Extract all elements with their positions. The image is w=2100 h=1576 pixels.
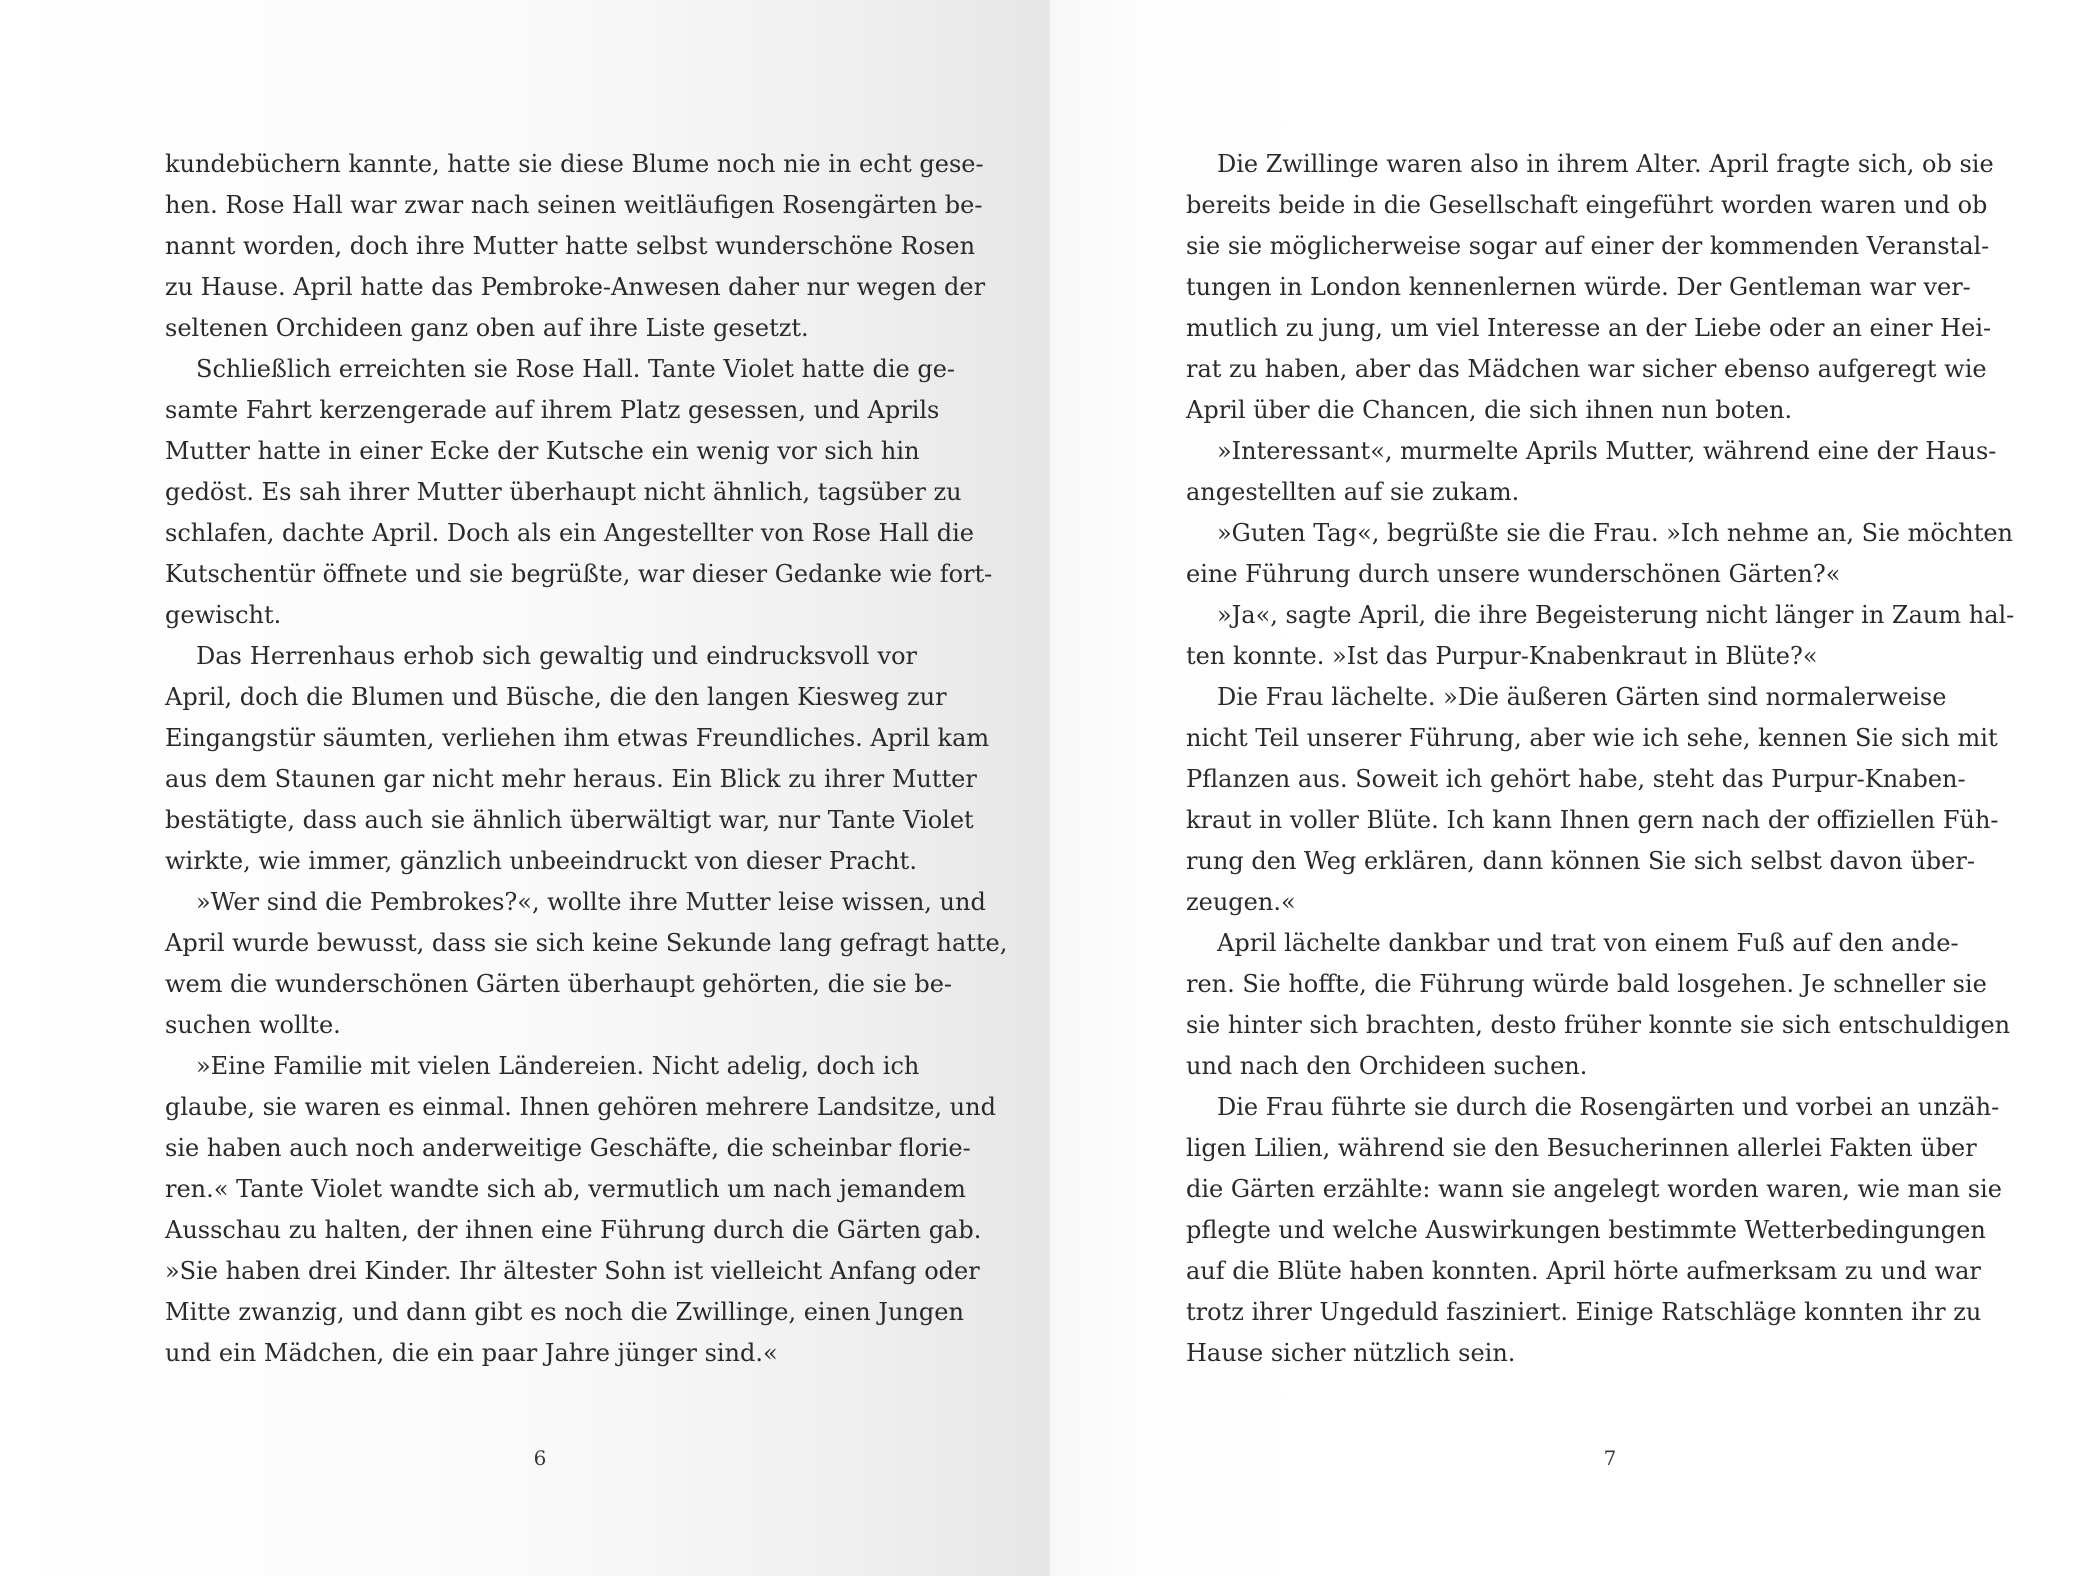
- text-line: kundebüchern kannte, hatte sie diese Blume noch nie in echt gese-: [165, 150, 984, 178]
- text-line: mutlich zu jung, um viel Interesse an der Liebe oder an einer Hei-: [1186, 314, 1992, 342]
- text-line: sie hinter sich brachten, desto früher konnte sie sich entschuldigen: [1186, 1011, 2011, 1039]
- text-line: Kutschentür öffnete und sie begrüßte, war dieser Gedanke wie fort-: [165, 560, 993, 588]
- text-line: »Guten Tag«, begrüßte sie die Frau. »Ich nehme an, Sie möchten: [1217, 519, 2013, 547]
- text-line: Mutter hatte in einer Ecke der Kutsche ein wenig vor sich hin: [165, 437, 920, 465]
- text-line: »Ja«, sagte April, die ihre Begeisterung nicht länger in Zaum hal-: [1217, 601, 2015, 629]
- text-line: Mitte zwanzig, und dann gibt es noch die Zwillinge, einen Jungen: [165, 1298, 964, 1326]
- text-line: bestätigte, dass auch sie ähnlich überwältigt war, nur Tante Violet: [165, 806, 974, 834]
- left-page-text: [165, 144, 1008, 1374]
- text-line: sie haben auch noch anderweitige Geschäfte, die scheinbar florie-: [165, 1134, 971, 1162]
- text-line: zeugen.«: [1186, 888, 1296, 916]
- text-line: April über die Chancen, die sich ihnen nun boten.: [1186, 396, 1793, 424]
- text-line: Hause sicher nützlich sein.: [1186, 1339, 1516, 1367]
- text-line: ten konnte. »Ist das Purpur-Knabenkraut in Blüte?«: [1186, 642, 1818, 670]
- text-line: samte Fahrt kerzengerade auf ihrem Platz gesessen, und Aprils: [165, 396, 940, 424]
- text-line: Die Zwillinge waren also in ihrem Alter. April fragte sich, ob sie: [1217, 150, 1994, 178]
- text-line: »Wer sind die Pembrokes?«, wollte ihre Mutter leise wissen, und: [196, 888, 986, 916]
- text-line: April lächelte dankbar und trat von einem Fuß auf den ande-: [1217, 929, 1959, 957]
- text-line: gewischt.: [165, 601, 282, 629]
- left-page-number: 6: [533, 1446, 547, 1470]
- text-line: Das Herrenhaus erhob sich gewaltig und eindrucksvoll vor: [196, 642, 917, 670]
- text-line: nannt worden, doch ihre Mutter hatte selbst wunderschöne Rosen: [165, 232, 976, 260]
- text-line: ren. Sie hoffte, die Führung würde bald losgehen. Je schneller sie: [1186, 970, 1987, 998]
- text-line: die Gärten erzählte: wann sie angelegt worden waren, wie man sie: [1186, 1175, 2002, 1203]
- text-line: wem die wunderschönen Gärten überhaupt gehörten, die sie be-: [165, 970, 953, 998]
- text-line: suchen wollte.: [165, 1011, 341, 1039]
- text-line: trotz ihrer Ungeduld fasziniert. Einige Ratschläge konnten ihr zu: [1186, 1298, 1982, 1326]
- text-line: »Sie haben drei Kinder. Ihr ältester Sohn ist vielleicht Anfang oder: [165, 1257, 980, 1285]
- text-line: Ausschau zu halten, der ihnen eine Führung durch die Gärten gab.: [165, 1216, 982, 1244]
- text-line: glaube, sie waren es einmal. Ihnen gehören mehrere Landsitze, und: [165, 1093, 996, 1121]
- text-line: Die Frau lächelte. »Die äußeren Gärten sind normalerweise: [1217, 683, 1947, 711]
- text-line: rung den Weg erklären, dann können Sie sich selbst davon über-: [1186, 847, 1975, 875]
- text-line: Pflanzen aus. Soweit ich gehört habe, steht das Purpur-Knaben-: [1186, 765, 1966, 793]
- text-line: sie sie möglicherweise sogar auf einer der kommenden Veranstal-: [1186, 232, 1990, 260]
- text-line: April wurde bewusst, dass sie sich keine Sekunde lang gefragt hatte,: [165, 929, 1008, 957]
- text-line: kraut in voller Blüte. Ich kann Ihnen gern nach der offiziellen Füh-: [1186, 806, 1999, 834]
- text-line: hen. Rose Hall war zwar nach seinen weitläufigen Rosengärten be-: [165, 191, 983, 219]
- text-line: bereits beide in die Gesellschaft eingeführt worden waren und ob: [1186, 191, 1988, 219]
- text-line: seltenen Orchideen ganz oben auf ihre Liste gesetzt.: [165, 314, 809, 342]
- right-page: [1050, 0, 2100, 1576]
- text-line: pflegte und welche Auswirkungen bestimmte Wetterbedingungen: [1186, 1216, 1986, 1244]
- text-line: aus dem Staunen gar nicht mehr heraus. Ein Blick zu ihrer Mutter: [165, 765, 977, 793]
- text-line: und nach den Orchideen suchen.: [1186, 1052, 1588, 1080]
- text-line: tungen in London kennenlernen würde. Der Gentleman war ver-: [1186, 273, 1971, 301]
- text-line: gedöst. Es sah ihrer Mutter überhaupt nicht ähnlich, tagsüber zu: [165, 478, 962, 506]
- text-line: angestellten auf sie zukam.: [1186, 478, 1520, 506]
- text-line: ren.« Tante Violet wandte sich ab, vermutlich um nach jemandem: [165, 1175, 966, 1203]
- text-line: schlafen, dachte April. Doch als ein Angestellter von Rose Hall die: [165, 519, 974, 547]
- text-line: nicht Teil unserer Führung, aber wie ich sehe, kennen Sie sich mit: [1186, 724, 1998, 752]
- text-line: Eingangstür säumten, verliehen ihm etwas Freundliches. April kam: [165, 724, 990, 752]
- text-line: ligen Lilien, während sie den Besucherinnen allerlei Fakten über: [1186, 1134, 1977, 1162]
- text-line: wirkte, wie immer, gänzlich unbeeindruckt von dieser Pracht.: [165, 847, 917, 875]
- text-line: auf die Blüte haben konnten. April hörte aufmerksam zu und war: [1186, 1257, 1981, 1285]
- text-line: Schließlich erreichten sie Rose Hall. Tante Violet hatte die ge-: [196, 355, 956, 383]
- right-page-number: 7: [1603, 1446, 1617, 1470]
- text-line: rat zu haben, aber das Mädchen war sicher ebenso aufgeregt wie: [1186, 355, 1987, 383]
- text-line: Die Frau führte sie durch die Rosengärten und vorbei an unzäh-: [1217, 1093, 2000, 1121]
- right-page-text: [1186, 144, 2015, 1374]
- text-line: zu Hause. April hatte das Pembroke-Anwesen daher nur wegen der: [165, 273, 986, 301]
- text-line: und ein Mädchen, die ein paar Jahre jünger sind.«: [165, 1339, 778, 1367]
- text-line: April, doch die Blumen und Büsche, die den langen Kiesweg zur: [165, 683, 947, 711]
- text-line: eine Führung durch unsere wunderschönen Gärten?«: [1186, 560, 1841, 588]
- text-line: »Interessant«, murmelte Aprils Mutter, während eine der Haus-: [1217, 437, 1997, 465]
- text-line: »Eine Familie mit vielen Ländereien. Nicht adelig, doch ich: [196, 1052, 920, 1080]
